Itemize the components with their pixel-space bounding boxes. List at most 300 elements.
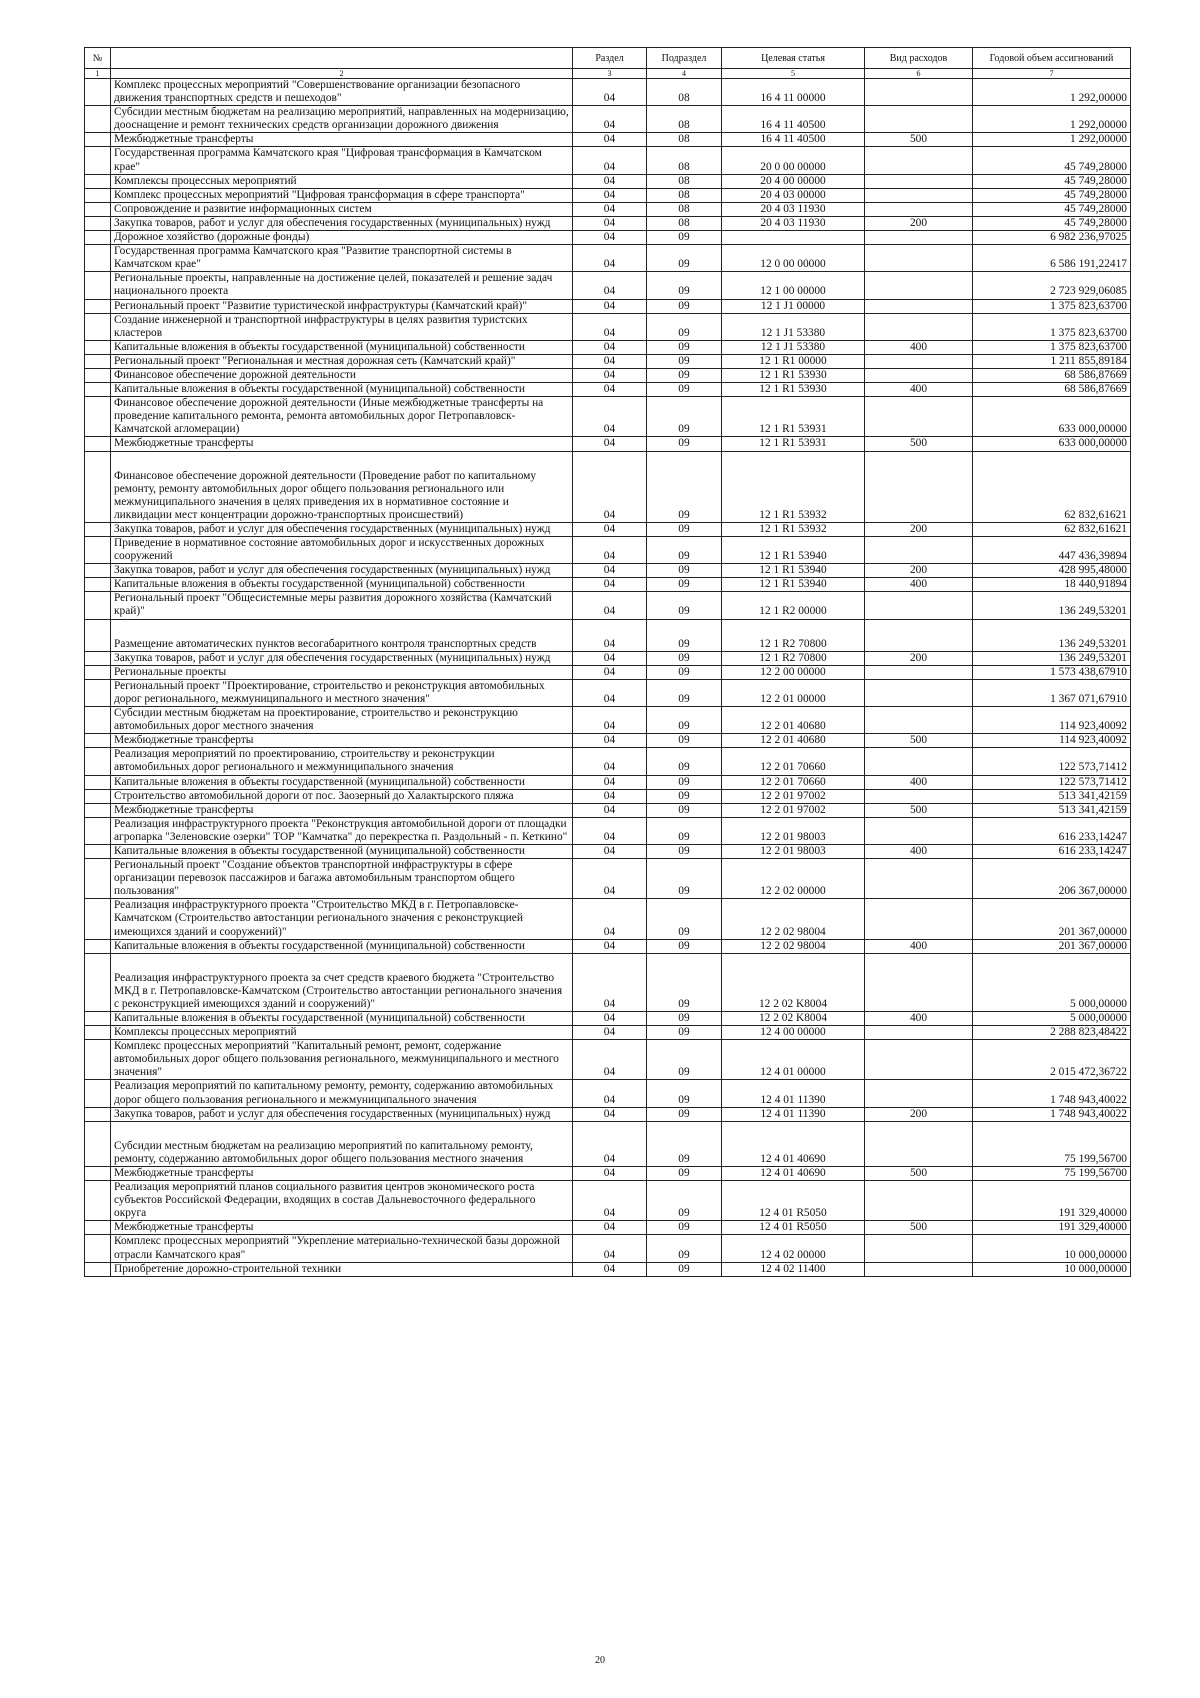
row-type-cell <box>865 707 973 734</box>
row-subsection-cell: 09 <box>647 537 722 564</box>
row-number-cell <box>85 202 111 216</box>
row-name-cell: Государственная программа Камчатского края "Цифровая трансформация в Камчатском крае" <box>111 147 573 174</box>
row-subsection-cell: 09 <box>647 245 722 272</box>
row-number-cell <box>85 313 111 340</box>
row-name-cell: Закупка товаров, работ и услуг для обеспечения государственных (муниципальных) нужд <box>111 564 573 578</box>
row-subsection-cell: 09 <box>647 299 722 313</box>
row-amount-cell: 1 748 943,40022 <box>973 1107 1131 1121</box>
row-type-cell: 500 <box>865 1166 973 1180</box>
row-section-cell: 04 <box>573 775 647 789</box>
row-number-cell <box>85 1040 111 1080</box>
row-name-cell: Сопровождение и развитие информационных систем <box>111 202 573 216</box>
row-type-cell <box>865 368 973 382</box>
row-amount-cell: 136 249,53201 <box>973 651 1131 665</box>
row-section-cell: 04 <box>573 619 647 651</box>
row-amount-cell: 114 923,40092 <box>973 734 1131 748</box>
table-row <box>85 1107 1131 1121</box>
row-subsection-cell: 09 <box>647 340 722 354</box>
row-amount-cell: 206 367,00000 <box>973 859 1131 899</box>
row-section-cell: 04 <box>573 679 647 706</box>
row-subsection-cell: 09 <box>647 748 722 775</box>
row-number-cell <box>85 707 111 734</box>
table-row <box>85 1181 1131 1221</box>
row-target-cell: 12 1 R1 53940 <box>722 578 865 592</box>
row-amount-cell: 191 329,40000 <box>973 1181 1131 1221</box>
row-section-cell: 04 <box>573 216 647 230</box>
row-target-cell: 12 2 02 K8004 <box>722 1012 865 1026</box>
row-section-cell: 04 <box>573 106 647 133</box>
row-target-cell: 12 2 01 40680 <box>722 734 865 748</box>
row-number-cell <box>85 79 111 106</box>
row-number-cell <box>85 748 111 775</box>
table-row <box>85 188 1131 202</box>
row-subsection-cell: 09 <box>647 707 722 734</box>
table-row <box>85 775 1131 789</box>
row-target-cell: 12 4 01 11390 <box>722 1107 865 1121</box>
header-index-7: 7 <box>973 69 1131 79</box>
row-subsection-cell: 09 <box>647 1121 722 1166</box>
row-target-cell: 12 4 02 11400 <box>722 1262 865 1276</box>
row-type-cell <box>865 817 973 844</box>
table-row <box>85 397 1131 437</box>
row-type-cell <box>865 397 973 437</box>
row-name-cell: Размещение автоматических пунктов весогабаритного контроля транспортных средств <box>111 619 573 651</box>
row-name-cell: Региональные проекты <box>111 665 573 679</box>
table-row <box>85 1040 1131 1080</box>
row-amount-cell: 1 367 071,67910 <box>973 679 1131 706</box>
row-subsection-cell: 09 <box>647 859 722 899</box>
row-section-cell: 04 <box>573 1235 647 1262</box>
row-section-cell: 04 <box>573 174 647 188</box>
row-target-cell: 16 4 11 40500 <box>722 133 865 147</box>
row-section-cell: 04 <box>573 522 647 536</box>
row-subsection-cell: 09 <box>647 397 722 437</box>
table-row <box>85 734 1131 748</box>
row-target-cell: 12 1 R1 53930 <box>722 368 865 382</box>
row-section-cell: 04 <box>573 578 647 592</box>
row-name-cell: Капитальные вложения в объекты государственной (муниципальной) собственности <box>111 939 573 953</box>
row-section-cell: 04 <box>573 789 647 803</box>
row-subsection-cell: 09 <box>647 803 722 817</box>
row-target-cell: 12 1 R1 53931 <box>722 397 865 437</box>
row-type-cell: 500 <box>865 803 973 817</box>
row-amount-cell: 2 723 929,06085 <box>973 272 1131 299</box>
row-target-cell: 12 2 01 98003 <box>722 844 865 858</box>
row-amount-cell: 75 199,56700 <box>973 1166 1131 1180</box>
table-row <box>85 592 1131 619</box>
row-target-cell: 12 4 02 00000 <box>722 1235 865 1262</box>
row-number-cell <box>85 817 111 844</box>
row-subsection-cell: 09 <box>647 665 722 679</box>
row-type-cell <box>865 1121 973 1166</box>
header-index-6: 6 <box>865 69 973 79</box>
row-target-cell: 12 2 02 98004 <box>722 939 865 953</box>
table-row <box>85 299 1131 313</box>
row-target-cell: 12 2 02 K8004 <box>722 953 865 1011</box>
row-section-cell: 04 <box>573 383 647 397</box>
row-section-cell: 04 <box>573 1221 647 1235</box>
row-name-cell: Комплексы процессных мероприятий <box>111 174 573 188</box>
row-type-cell <box>865 451 973 522</box>
table-row <box>85 1012 1131 1026</box>
row-subsection-cell: 09 <box>647 1166 722 1180</box>
row-number-cell <box>85 734 111 748</box>
row-subsection-cell: 09 <box>647 437 722 451</box>
row-type-cell <box>865 202 973 216</box>
row-amount-cell: 45 749,28000 <box>973 174 1131 188</box>
row-target-cell: 12 2 02 98004 <box>722 899 865 939</box>
row-target-cell: 12 2 01 70660 <box>722 775 865 789</box>
row-name-cell: Реализация мероприятий планов социального развития центров экономического роста субъектов Российской Федерации, входящих в состав Дальневосточного федерального округа <box>111 1181 573 1221</box>
header-annual: Годовой объем ассигнований <box>973 48 1131 69</box>
row-subsection-cell: 09 <box>647 383 722 397</box>
row-number-cell <box>85 174 111 188</box>
row-amount-cell: 616 233,14247 <box>973 817 1131 844</box>
row-section-cell: 04 <box>573 803 647 817</box>
row-section-cell: 04 <box>573 397 647 437</box>
table-row <box>85 1121 1131 1166</box>
row-subsection-cell: 08 <box>647 106 722 133</box>
row-number-cell <box>85 1262 111 1276</box>
row-amount-cell: 633 000,00000 <box>973 397 1131 437</box>
row-target-cell: 12 1 R2 00000 <box>722 592 865 619</box>
row-number-cell <box>85 451 111 522</box>
row-number-cell <box>85 1121 111 1166</box>
row-target-cell: 20 4 03 11930 <box>722 202 865 216</box>
row-section-cell: 04 <box>573 340 647 354</box>
row-name-cell: Государственная программа Камчатского края "Развитие транспортной системы в Камчатском крае" <box>111 245 573 272</box>
row-type-cell <box>865 1026 973 1040</box>
table-row <box>85 1026 1131 1040</box>
row-number-cell <box>85 354 111 368</box>
row-subsection-cell: 09 <box>647 354 722 368</box>
row-subsection-cell: 09 <box>647 899 722 939</box>
row-name-cell: Капитальные вложения в объекты государственной (муниципальной) собственности <box>111 383 573 397</box>
row-target-cell: 12 1 J1 53380 <box>722 340 865 354</box>
row-type-cell: 500 <box>865 734 973 748</box>
row-amount-cell: 68 586,87669 <box>973 368 1131 382</box>
row-name-cell: Финансовое обеспечение дорожной деятельности (Иные межбюджетные трансферты на проведение капитального ремонта, ремонта автомобильных дорог Петропавловск-Камчатской агломерации) <box>111 397 573 437</box>
table-row <box>85 106 1131 133</box>
row-type-cell <box>865 665 973 679</box>
row-type-cell: 400 <box>865 578 973 592</box>
row-number-cell <box>85 1026 111 1040</box>
table-body <box>85 79 1131 1277</box>
row-amount-cell: 2 288 823,48422 <box>973 1026 1131 1040</box>
table-row <box>85 313 1131 340</box>
row-section-cell: 04 <box>573 939 647 953</box>
header-index-3: 3 <box>573 69 647 79</box>
row-type-cell: 200 <box>865 564 973 578</box>
row-name-cell: Комплекс процессных мероприятий "Укрепление материально-технической базы дорожной отрасли Камчатского края" <box>111 1235 573 1262</box>
table-row <box>85 789 1131 803</box>
row-type-cell <box>865 188 973 202</box>
row-subsection-cell: 09 <box>647 1040 722 1080</box>
row-subsection-cell: 09 <box>647 1181 722 1221</box>
row-section-cell: 04 <box>573 79 647 106</box>
row-type-cell <box>865 147 973 174</box>
row-number-cell <box>85 340 111 354</box>
row-subsection-cell: 09 <box>647 789 722 803</box>
row-type-cell <box>865 1235 973 1262</box>
header-name <box>111 48 573 69</box>
row-subsection-cell: 08 <box>647 202 722 216</box>
row-type-cell: 200 <box>865 216 973 230</box>
row-name-cell: Межбюджетные трансферты <box>111 437 573 451</box>
row-type-cell: 400 <box>865 775 973 789</box>
row-target-cell: 12 2 01 97002 <box>722 789 865 803</box>
row-number-cell <box>85 899 111 939</box>
row-amount-cell: 633 000,00000 <box>973 437 1131 451</box>
header-index-1: 1 <box>85 69 111 79</box>
row-type-cell <box>865 899 973 939</box>
row-name-cell: Финансовое обеспечение дорожной деятельности <box>111 368 573 382</box>
row-target-cell: 12 2 01 70660 <box>722 748 865 775</box>
row-amount-cell: 1 375 823,63700 <box>973 313 1131 340</box>
header-index-2: 2 <box>111 69 573 79</box>
row-number-cell <box>85 1080 111 1107</box>
row-target-cell: 20 4 03 11930 <box>722 216 865 230</box>
row-amount-cell: 1 292,00000 <box>973 133 1131 147</box>
row-amount-cell: 616 233,14247 <box>973 844 1131 858</box>
row-target-cell: 12 0 00 00000 <box>722 245 865 272</box>
row-number-cell <box>85 437 111 451</box>
row-subsection-cell: 09 <box>647 1012 722 1026</box>
row-name-cell: Комплекс процессных мероприятий "Капитальный ремонт, ремонт, содержание автомобильных дорог общего пользования регионального, межмуниципального и местного значения" <box>111 1040 573 1080</box>
row-subsection-cell: 09 <box>647 272 722 299</box>
row-subsection-cell: 09 <box>647 522 722 536</box>
row-section-cell: 04 <box>573 844 647 858</box>
row-amount-cell: 136 249,53201 <box>973 619 1131 651</box>
budget-table-sheet <box>84 47 1130 1277</box>
header-expense-type: Вид расходов <box>865 48 973 69</box>
row-name-cell: Закупка товаров, работ и услуг для обеспечения государственных (муниципальных) нужд <box>111 216 573 230</box>
header-subsection: Подраздел <box>647 48 722 69</box>
row-section-cell: 04 <box>573 231 647 245</box>
row-section-cell: 04 <box>573 748 647 775</box>
row-number-cell <box>85 564 111 578</box>
row-amount-cell: 18 440,91894 <box>973 578 1131 592</box>
row-amount-cell: 1 375 823,63700 <box>973 299 1131 313</box>
row-target-cell: 12 1 R2 70800 <box>722 619 865 651</box>
table-row <box>85 383 1131 397</box>
row-target-cell <box>722 231 865 245</box>
row-name-cell: Региональный проект "Развитие туристической инфраструктуры (Камчатский край)" <box>111 299 573 313</box>
row-amount-cell: 45 749,28000 <box>973 147 1131 174</box>
row-section-cell: 04 <box>573 564 647 578</box>
row-subsection-cell: 09 <box>647 1107 722 1121</box>
row-target-cell: 20 0 00 00000 <box>722 147 865 174</box>
row-number-cell <box>85 1235 111 1262</box>
row-name-cell: Межбюджетные трансферты <box>111 803 573 817</box>
table-row <box>85 272 1131 299</box>
row-target-cell: 12 2 01 98003 <box>722 817 865 844</box>
table-row <box>85 1080 1131 1107</box>
row-section-cell: 04 <box>573 899 647 939</box>
table-row <box>85 859 1131 899</box>
row-subsection-cell: 09 <box>647 592 722 619</box>
row-name-cell: Капитальные вложения в объекты государственной (муниципальной) собственности <box>111 578 573 592</box>
row-type-cell <box>865 106 973 133</box>
row-target-cell: 20 4 00 00000 <box>722 174 865 188</box>
table-row <box>85 679 1131 706</box>
row-subsection-cell: 08 <box>647 174 722 188</box>
row-section-cell: 04 <box>573 651 647 665</box>
row-number-cell <box>85 188 111 202</box>
row-amount-cell: 201 367,00000 <box>973 939 1131 953</box>
row-section-cell: 04 <box>573 272 647 299</box>
row-section-cell: 04 <box>573 133 647 147</box>
row-number-cell <box>85 592 111 619</box>
row-amount-cell: 447 436,39894 <box>973 537 1131 564</box>
row-type-cell <box>865 592 973 619</box>
row-amount-cell: 6 586 191,22417 <box>973 245 1131 272</box>
row-target-cell: 12 2 00 00000 <box>722 665 865 679</box>
row-type-cell <box>865 859 973 899</box>
row-section-cell: 04 <box>573 1166 647 1180</box>
row-name-cell: Капитальные вложения в объекты государственной (муниципальной) собственности <box>111 775 573 789</box>
row-type-cell <box>865 299 973 313</box>
header-section: Раздел <box>573 48 647 69</box>
row-number-cell <box>85 383 111 397</box>
row-subsection-cell: 09 <box>647 1262 722 1276</box>
row-number-cell <box>85 106 111 133</box>
table-row <box>85 578 1131 592</box>
row-number-cell <box>85 368 111 382</box>
row-subsection-cell: 09 <box>647 368 722 382</box>
row-number-cell <box>85 1181 111 1221</box>
row-amount-cell: 1 748 943,40022 <box>973 1080 1131 1107</box>
header-index-5: 5 <box>722 69 865 79</box>
row-name-cell: Финансовое обеспечение дорожной деятельности (Проведение работ по капитальному ремонту, ремонту автомобильных дорог общего пользования регионального или межмуниципального значения в целях приведения их в нормативное состояние и ликвидации мест концентрации дорожно-транспортных происшествий) <box>111 451 573 522</box>
table-row <box>85 953 1131 1011</box>
table-row <box>85 174 1131 188</box>
row-type-cell <box>865 245 973 272</box>
row-subsection-cell: 08 <box>647 79 722 106</box>
row-target-cell: 16 4 11 00000 <box>722 79 865 106</box>
row-section-cell: 04 <box>573 147 647 174</box>
row-name-cell: Дорожное хозяйство (дорожные фонды) <box>111 231 573 245</box>
row-section-cell: 04 <box>573 313 647 340</box>
row-amount-cell: 114 923,40092 <box>973 707 1131 734</box>
row-section-cell: 04 <box>573 817 647 844</box>
row-amount-cell: 191 329,40000 <box>973 1221 1131 1235</box>
row-section-cell: 04 <box>573 1080 647 1107</box>
row-section-cell: 04 <box>573 1012 647 1026</box>
row-amount-cell: 1 375 823,63700 <box>973 340 1131 354</box>
row-type-cell <box>865 79 973 106</box>
row-name-cell: Региональный проект "Региональная и местная дорожная сеть (Камчатский край)" <box>111 354 573 368</box>
row-type-cell <box>865 748 973 775</box>
table-row <box>85 651 1131 665</box>
table-row <box>85 564 1131 578</box>
table-row <box>85 231 1131 245</box>
row-target-cell: 12 1 R1 53932 <box>722 451 865 522</box>
row-subsection-cell: 09 <box>647 844 722 858</box>
row-target-cell: 12 1 J1 00000 <box>722 299 865 313</box>
row-section-cell: 04 <box>573 245 647 272</box>
row-name-cell: Закупка товаров, работ и услуг для обеспечения государственных (муниципальных) нужд <box>111 1107 573 1121</box>
row-type-cell: 200 <box>865 651 973 665</box>
row-type-cell <box>865 953 973 1011</box>
row-target-cell: 12 4 01 R5050 <box>722 1221 865 1235</box>
page-number: 20 <box>595 1655 605 1666</box>
row-amount-cell: 428 995,48000 <box>973 564 1131 578</box>
table-header <box>85 48 1131 79</box>
row-number-cell <box>85 803 111 817</box>
row-amount-cell: 62 832,61621 <box>973 451 1131 522</box>
row-name-cell: Региональный проект "Общесистемные меры развития дорожного хозяйства (Камчатский край)" <box>111 592 573 619</box>
row-amount-cell: 513 341,42159 <box>973 803 1131 817</box>
row-type-cell: 500 <box>865 437 973 451</box>
row-number-cell <box>85 299 111 313</box>
row-type-cell: 500 <box>865 133 973 147</box>
table-row <box>85 844 1131 858</box>
row-section-cell: 04 <box>573 707 647 734</box>
row-number-cell <box>85 1012 111 1026</box>
row-type-cell: 500 <box>865 1221 973 1235</box>
row-name-cell: Реализация мероприятий по капитальному ремонту, ремонту, содержанию автомобильных дорог общего пользования регионального и межмуниципального значения <box>111 1080 573 1107</box>
row-amount-cell: 45 749,28000 <box>973 188 1131 202</box>
row-section-cell: 04 <box>573 202 647 216</box>
row-subsection-cell: 09 <box>647 817 722 844</box>
row-type-cell <box>865 789 973 803</box>
table-row <box>85 1235 1131 1262</box>
row-target-cell: 12 2 01 00000 <box>722 679 865 706</box>
table-row <box>85 817 1131 844</box>
row-section-cell: 04 <box>573 734 647 748</box>
row-type-cell: 200 <box>865 522 973 536</box>
row-amount-cell: 6 982 236,97025 <box>973 231 1131 245</box>
table-row <box>85 707 1131 734</box>
row-number-cell <box>85 133 111 147</box>
table-row <box>85 451 1131 522</box>
row-amount-cell: 136 249,53201 <box>973 592 1131 619</box>
row-number-cell <box>85 619 111 651</box>
row-number-cell <box>85 665 111 679</box>
row-amount-cell: 62 832,61621 <box>973 522 1131 536</box>
row-section-cell: 04 <box>573 1121 647 1166</box>
row-name-cell: Капитальные вложения в объекты государственной (муниципальной) собственности <box>111 844 573 858</box>
row-section-cell: 04 <box>573 437 647 451</box>
row-type-cell: 400 <box>865 844 973 858</box>
row-amount-cell: 1 292,00000 <box>973 79 1131 106</box>
row-number-cell <box>85 231 111 245</box>
row-section-cell: 04 <box>573 188 647 202</box>
row-target-cell: 12 4 00 00000 <box>722 1026 865 1040</box>
row-number-cell <box>85 1107 111 1121</box>
row-name-cell: Капитальные вложения в объекты государственной (муниципальной) собственности <box>111 340 573 354</box>
row-subsection-cell: 09 <box>647 313 722 340</box>
row-type-cell: 200 <box>865 1107 973 1121</box>
row-type-cell <box>865 679 973 706</box>
row-section-cell: 04 <box>573 665 647 679</box>
row-section-cell: 04 <box>573 592 647 619</box>
row-name-cell: Создание инженерной и транспортной инфраструктуры в целях развития туристских кластеров <box>111 313 573 340</box>
row-section-cell: 04 <box>573 1181 647 1221</box>
row-subsection-cell: 09 <box>647 1235 722 1262</box>
row-target-cell: 12 1 00 00000 <box>722 272 865 299</box>
row-amount-cell: 513 341,42159 <box>973 789 1131 803</box>
table-row <box>85 133 1131 147</box>
row-name-cell: Межбюджетные трансферты <box>111 734 573 748</box>
table-row <box>85 522 1131 536</box>
row-type-cell <box>865 354 973 368</box>
row-section-cell: 04 <box>573 451 647 522</box>
row-name-cell: Комплексы процессных мероприятий <box>111 1026 573 1040</box>
row-number-cell <box>85 651 111 665</box>
row-subsection-cell: 09 <box>647 451 722 522</box>
